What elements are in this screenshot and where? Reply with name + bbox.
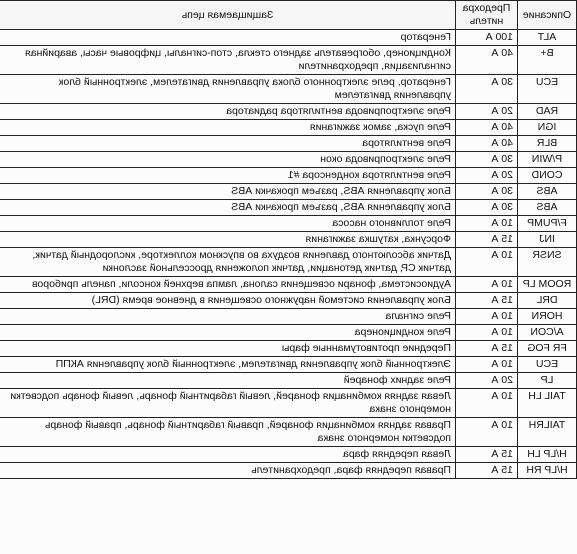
row-description: FR FOG bbox=[518, 341, 577, 357]
row-fuse-rating: 20 А bbox=[456, 373, 518, 389]
row-description: F/PUMP bbox=[518, 216, 577, 232]
table-row bbox=[0, 325, 577, 341]
row-description: SNSR bbox=[518, 248, 577, 277]
row-fuse-rating: 10 А bbox=[456, 389, 518, 418]
row-description: TAIL LH bbox=[518, 389, 577, 418]
header-description: Описание bbox=[518, 1, 577, 30]
table-row bbox=[0, 447, 577, 463]
table-row bbox=[0, 30, 577, 46]
row-fuse-rating: 30 А bbox=[456, 152, 518, 168]
table-row bbox=[0, 46, 577, 75]
row-fuse-rating: 10 А bbox=[456, 277, 518, 293]
table-row bbox=[0, 232, 577, 248]
row-fuse-rating: 15 А bbox=[456, 463, 518, 479]
row-fuse-rating: 20 А bbox=[456, 104, 518, 120]
row-protected-circuit: Электронный блок управления двигателем, электронный блок управления АКПП bbox=[0, 357, 456, 373]
table-row bbox=[0, 168, 577, 184]
row-protected-circuit: Блок управления ABS, разъем прокачки ABS bbox=[0, 184, 456, 200]
row-fuse-rating: 40 А bbox=[456, 46, 518, 75]
table-row bbox=[0, 152, 577, 168]
row-fuse-rating: 20 А bbox=[456, 168, 518, 184]
table-row bbox=[0, 184, 577, 200]
row-protected-circuit: Левая задняя комбинация фонарей, левый габаритный фонарь, левый фонарь подсветки номерного знака bbox=[0, 389, 456, 418]
row-description: DRL bbox=[518, 293, 577, 309]
row-fuse-rating: 10 А bbox=[456, 418, 518, 447]
row-description: COND bbox=[518, 168, 577, 184]
row-protected-circuit: Реле пуска, замок зажигания bbox=[0, 120, 456, 136]
row-fuse-rating: 10 А bbox=[456, 357, 518, 373]
row-description: BLR bbox=[518, 136, 577, 152]
row-description: ABS bbox=[518, 200, 577, 216]
row-protected-circuit: Блок управления системой наружного освещения в дневное время (DRL) bbox=[0, 293, 456, 309]
row-protected-circuit: Кондиционер, обогреватель заднего стекла, стоп-сигналы, цифровые часы, аварийная сигнализация, предохранители bbox=[0, 46, 456, 75]
table-row bbox=[0, 200, 577, 216]
row-protected-circuit: Реле вентилятора конденсора #1 bbox=[0, 168, 456, 184]
row-protected-circuit: Реле кондиционера bbox=[0, 325, 456, 341]
table-row bbox=[0, 104, 577, 120]
row-protected-circuit: Реле задних фонарей bbox=[0, 373, 456, 389]
row-fuse-rating: 100 А bbox=[456, 30, 518, 46]
table-row bbox=[0, 463, 577, 479]
row-fuse-rating: 15 А bbox=[456, 293, 518, 309]
row-fuse-rating: 40 А bbox=[456, 136, 518, 152]
table-row bbox=[0, 216, 577, 232]
table-row bbox=[0, 248, 577, 277]
row-protected-circuit: Правая задняя комбинация фонарей, правый габаритный фонарь, правый фонарь подсветки номерного знака bbox=[0, 418, 456, 447]
row-description: RAD bbox=[518, 104, 577, 120]
row-description: ROOM LP bbox=[518, 277, 577, 293]
row-fuse-rating: 10 А bbox=[456, 325, 518, 341]
row-protected-circuit: Реле электропривода вентилятора радиатора bbox=[0, 104, 456, 120]
row-fuse-rating: 15 А bbox=[456, 341, 518, 357]
table-row bbox=[0, 136, 577, 152]
table-row bbox=[0, 277, 577, 293]
row-protected-circuit: Реле электропривода окон bbox=[0, 152, 456, 168]
row-description: H/LP LH bbox=[518, 447, 577, 463]
row-protected-circuit: Реле сигнала bbox=[0, 309, 456, 325]
row-protected-circuit: Генератор bbox=[0, 30, 456, 46]
table-row bbox=[0, 293, 577, 309]
row-description: A/CON bbox=[518, 325, 577, 341]
header-circuit: Защищаемая цепь bbox=[0, 1, 456, 30]
row-protected-circuit: Форсунка, катушка зажигания bbox=[0, 232, 456, 248]
row-fuse-rating: 10 А bbox=[456, 248, 518, 277]
row-description: ABS bbox=[518, 184, 577, 200]
row-protected-circuit: Блок управления ABS, разъем прокачки ABS bbox=[0, 200, 456, 216]
row-protected-circuit: Генератор, реле электронного блока управления двигателем, электронный блок управления двигателем bbox=[0, 75, 456, 104]
row-description: HORN bbox=[518, 309, 577, 325]
table-row bbox=[0, 309, 577, 325]
row-description: H/LP RH bbox=[518, 463, 577, 479]
row-fuse-rating: 10 А bbox=[456, 309, 518, 325]
row-protected-circuit: Передние противотуманные фары bbox=[0, 341, 456, 357]
row-description: ALT bbox=[518, 30, 577, 46]
row-protected-circuit: Левая передняя фара bbox=[0, 447, 456, 463]
row-fuse-rating: 15 А bbox=[456, 447, 518, 463]
row-fuse-rating: 10 А bbox=[456, 216, 518, 232]
table-row bbox=[0, 389, 577, 418]
row-protected-circuit: Правая передняя фара, предохранитель bbox=[0, 463, 456, 479]
row-protected-circuit: Реле топливного насоса bbox=[0, 216, 456, 232]
table-row bbox=[0, 373, 577, 389]
row-description: ECU bbox=[518, 75, 577, 104]
row-protected-circuit: Датчик абсолютного давления воздуха во впускном коллекторе, кислородный датчик, датчик СР, датчик детонации, датчик положения дроссельной заслонки bbox=[0, 248, 456, 277]
row-description: P/WIN bbox=[518, 152, 577, 168]
table-row bbox=[0, 75, 577, 104]
row-protected-circuit: Аудиосистема, фонари освещения салона, лампа верхней консоли, панель приборов bbox=[0, 277, 456, 293]
row-description: ECU bbox=[518, 357, 577, 373]
row-description: INJ bbox=[518, 232, 577, 248]
row-description: TAILRH bbox=[518, 418, 577, 447]
table-row bbox=[0, 341, 577, 357]
table-row bbox=[0, 418, 577, 447]
row-description: LP bbox=[518, 373, 577, 389]
header-fuse: Предохранитель bbox=[456, 1, 518, 30]
table-row bbox=[0, 357, 577, 373]
row-fuse-rating: 30 А bbox=[456, 75, 518, 104]
row-fuse-rating: 15 А bbox=[456, 232, 518, 248]
row-protected-circuit: Реле вентилятора bbox=[0, 136, 456, 152]
table-header-row bbox=[0, 1, 577, 30]
row-description: B+ bbox=[518, 46, 577, 75]
row-fuse-rating: 30 А bbox=[456, 200, 518, 216]
row-description: IGN bbox=[518, 120, 577, 136]
row-fuse-rating: 40 А bbox=[456, 120, 518, 136]
row-fuse-rating: 30 А bbox=[456, 184, 518, 200]
table-row bbox=[0, 120, 577, 136]
